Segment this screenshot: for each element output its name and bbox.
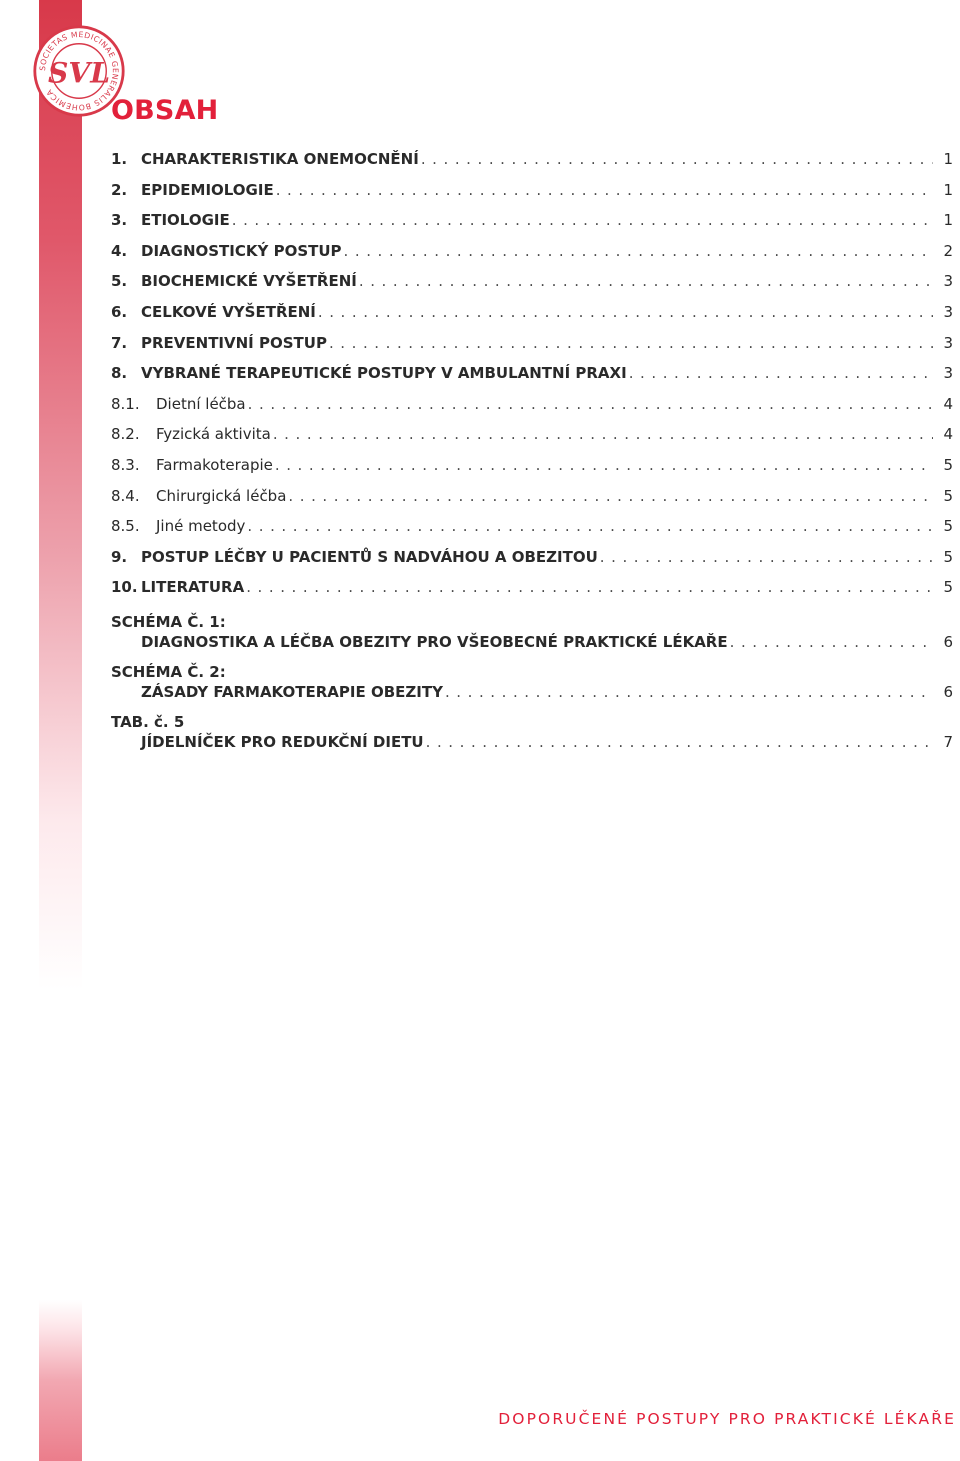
leader-dots	[276, 181, 933, 199]
toc-entry-label: Dietní léčba	[156, 394, 246, 413]
appendix-heading: TAB. č. 5	[111, 712, 185, 731]
toc-entry-label: DIAGNOSTICKÝ POSTUP	[141, 241, 342, 260]
appendix-page: 6	[943, 632, 953, 651]
appendix-label: DIAGNOSTIKA A LÉČBA OBEZITY PRO VŠEOBECNÉ PRAKTICKÉ LÉKAŘE	[141, 632, 728, 651]
appendix-page: 6	[943, 682, 953, 701]
toc-entry[interactable]	[111, 548, 953, 579]
toc-entry-page: 5	[943, 455, 953, 474]
leader-dots	[318, 303, 933, 321]
toc-entry-label: POSTUP LÉČBY U PACIENTŮ S NADVÁHOU A OBEZITOU	[141, 547, 598, 566]
toc-entry-number: 6.	[111, 302, 128, 321]
toc-entry[interactable]	[111, 272, 953, 303]
leader-dots	[344, 242, 933, 260]
toc-entry-number: 8.2.	[111, 425, 140, 444]
leader-dots	[246, 578, 933, 596]
appendix-row	[111, 633, 953, 655]
svg-text:SOCIETAS MEDICINAE GENERALIS B: SOCIETAS MEDICINAE GENERALIS BOHEMICA	[38, 30, 120, 112]
svg-text:SVL: SVL	[47, 56, 111, 90]
leader-dots	[359, 272, 933, 290]
toc-entry-number: 1.	[111, 150, 128, 168]
toc-entry-page: 5	[943, 486, 953, 505]
toc-entry-label: Fyzická aktivita	[156, 425, 271, 444]
appendix-page: 7	[943, 732, 953, 751]
toc-entry-label: EPIDEMIOLOGIE	[141, 180, 274, 199]
toc-entry-page: 5	[943, 578, 953, 597]
toc-entry-number: 5.	[111, 272, 128, 291]
toc-entry[interactable]	[111, 334, 953, 365]
toc-entry[interactable]	[111, 303, 953, 334]
toc-entry-label: Jiné metody	[156, 517, 246, 536]
toc-entry-page: 5	[943, 517, 953, 536]
toc-entry[interactable]	[111, 456, 953, 487]
leader-dots	[288, 487, 933, 505]
toc-entry-page: 3	[943, 364, 953, 383]
toc-entry-page: 3	[943, 333, 953, 352]
toc-entry-number: 3.	[111, 211, 128, 230]
appendix-heading: SCHÉMA Č. 2:	[111, 662, 226, 681]
toc-entry[interactable]	[111, 150, 953, 181]
side-color-bar	[39, 0, 82, 1461]
toc-entry-number: 8.4.	[111, 486, 140, 505]
footer-title: DOPORUČENÉ POSTUPY PRO PRAKTICKÉ LÉKAŘE	[498, 1410, 956, 1428]
leader-dots	[273, 425, 933, 443]
toc-entry[interactable]	[111, 181, 953, 212]
toc-entry-page: 4	[943, 394, 953, 413]
toc-entry-label: LITERATURA	[141, 578, 245, 597]
toc-entry-page: 1	[943, 150, 953, 168]
toc-entry-page: 4	[943, 425, 953, 444]
toc-entry-page: 5	[943, 547, 953, 566]
appendix-label: JÍDELNÍČEK PRO REDUKČNÍ DIETU	[141, 732, 424, 751]
toc-entry-page: 3	[943, 272, 953, 291]
appendix-heading: SCHÉMA Č. 1:	[111, 612, 226, 631]
toc-entry-label: CHARAKTERISTIKA ONEMOCNĚNÍ	[141, 150, 419, 168]
appendix-row	[111, 733, 953, 755]
leader-dots	[426, 733, 933, 751]
toc-entry[interactable]	[111, 487, 953, 518]
appendix-label: ZÁSADY FARMAKOTERAPIE OBEZITY	[141, 682, 443, 701]
appendix-row	[111, 683, 953, 705]
leader-dots	[421, 150, 933, 168]
leader-dots	[248, 395, 933, 413]
toc-entry-number: 9.	[111, 547, 128, 566]
leader-dots	[600, 548, 933, 566]
leader-dots	[445, 683, 933, 701]
leader-dots	[275, 456, 933, 474]
toc-entry[interactable]	[111, 517, 953, 548]
toc-entry[interactable]	[111, 425, 953, 456]
toc-entry-page: 1	[943, 211, 953, 230]
toc-entry-label: BIOCHEMICKÉ VYŠETŘENÍ	[141, 272, 357, 291]
toc-entry-number: 8.1.	[111, 394, 140, 413]
toc-entry-label: VYBRANÉ TERAPEUTICKÉ POSTUPY V AMBULANTNÍ PRAXI	[141, 364, 627, 383]
appendix-entry[interactable]	[111, 611, 953, 655]
toc-entry-label: CELKOVÉ VYŠETŘENÍ	[141, 302, 316, 321]
page-title: OBSAH	[111, 95, 219, 126]
toc-entry-label: ETIOLOGIE	[141, 211, 230, 230]
toc-entry-page: 2	[943, 241, 953, 260]
toc-entry-label: PREVENTIVNÍ POSTUP	[141, 333, 327, 352]
toc-entry[interactable]	[111, 578, 953, 609]
leader-dots	[329, 334, 933, 352]
appendix-entry[interactable]	[111, 711, 953, 755]
toc-entry[interactable]	[111, 242, 953, 273]
toc-entry[interactable]	[111, 395, 953, 426]
toc-entry-label: Farmakoterapie	[156, 455, 273, 474]
toc-entry-number: 8.5.	[111, 517, 140, 536]
toc-entry-number: 10.	[111, 578, 138, 597]
toc-entry-number: 7.	[111, 333, 128, 352]
toc-entry-number: 8.3.	[111, 455, 140, 474]
toc-entry-page: 3	[943, 302, 953, 321]
leader-dots	[730, 633, 933, 651]
toc-entry-page: 1	[943, 180, 953, 199]
toc-entry-number: 2.	[111, 180, 128, 199]
toc-entry[interactable]	[111, 364, 953, 395]
leader-dots	[629, 364, 933, 382]
leader-dots	[232, 211, 933, 229]
toc-entry-number: 8.	[111, 364, 128, 383]
table-of-contents	[111, 150, 953, 761]
appendix-entry[interactable]	[111, 661, 953, 705]
toc-entry[interactable]	[111, 211, 953, 242]
toc-entry-label: Chirurgická léčba	[156, 486, 287, 505]
toc-entry-number: 4.	[111, 241, 128, 260]
leader-dots	[247, 517, 933, 535]
